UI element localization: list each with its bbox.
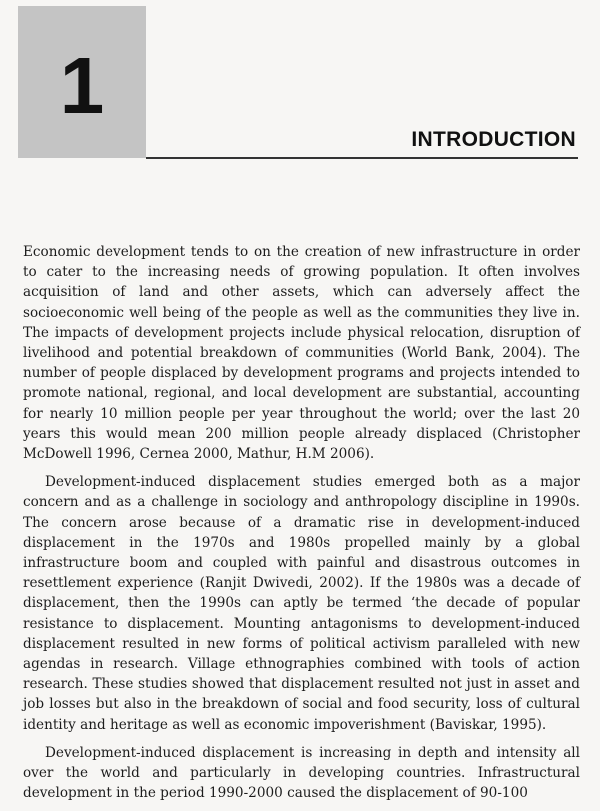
chapter-number-box (18, 6, 146, 158)
paragraph-2: Development-induced displacement studies emerged both as a major concern and as a challenge in sociology and anthropology discipline in 1990s. The concern arose because of a dramatic rise in development-induced displacement in the 1970s and 1980s propelled mainly by a global infrastructure boom and coupled with painful and disastrous outcomes in resettlement experience (Ranjit Dwivedi, 2002). If the 1980s was a decade of displacement, then the 1990s can aptly be termed ‘the decade of popular resistance to displacement. Mounting antagonisms to development-induced displacement resulted in new forms of political activism paralleled with new agendas in research. Village ethnographies combined with tools of action research. These studies showed that displacement resulted not just in asset and job losses but also in the breakdown of social and food security, loss of cultural identity and heritage as well as economic impoverishment (Baviskar, 1995). (23, 474, 580, 733)
paragraph-1: Economic development tends to on the creation of new infrastructure in order to cater to the increasing needs of growing population. It often involves acquisition of land and other assets, which can adversely affect the socioeconomic well being of the people as well as the communities they live in. The impacts of development projects include physical relocation, disruption of livelihood and potential breakdown of communities (World Bank, 2004). The number of people displaced by development programs and projects intended to promote national, regional, and local development are substantial, accounting for nearly 10 million people per year throughout the world; over the last 20 years this would mean 200 million people already displaced (Christopher McDowell 1996, Cernea 2000, Mathur, H.M 2006). (23, 244, 580, 463)
chapter-number: 1 (59, 41, 105, 130)
body-text (23, 242, 580, 811)
paragraph-3: Development-induced displacement is increasing in depth and intensity all over the world and particularly in developing countries. Infrastructural development in the period 1990-2000 caused the displacement of 90-100 (23, 744, 580, 802)
chapter-title: INTRODUCTION (411, 128, 576, 151)
title-divider (146, 157, 578, 159)
